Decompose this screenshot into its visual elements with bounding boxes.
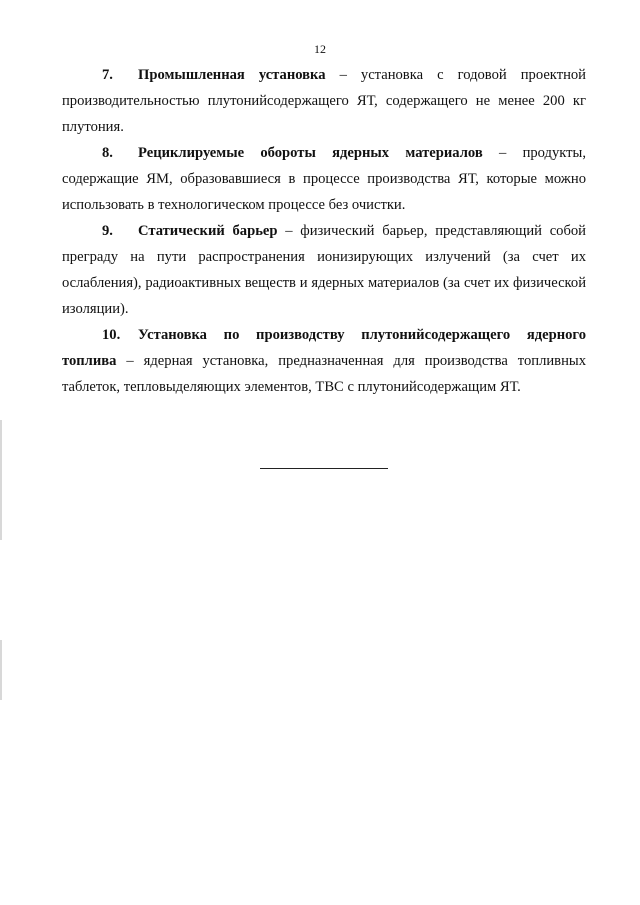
closing-separator-line [260, 468, 388, 469]
definition-number: 7. [102, 67, 113, 83]
definition-term: Установка по производству плутонийсодержащего ядерного топлива [62, 327, 586, 369]
definition-number: 10. [102, 327, 121, 343]
definition-term: Статический барьер [138, 223, 278, 239]
definition-number: 9. [102, 223, 113, 239]
definition-text: – установка с годовой проектной производительностью плутонийсодержащего ЯТ, содержащего не менее 200 кг плутония. [62, 67, 586, 135]
definition-term: Рециклируемые обороты ядерных материалов [138, 145, 483, 161]
page-number: 12 [314, 42, 326, 56]
definition-number: 8. [102, 145, 113, 161]
definition-text: – продукты, содержащие ЯМ, образовавшиеся в процессе производства ЯТ, которые можно использовать в технологическом процессе без очистки. [62, 145, 586, 213]
definition-item-8 [62, 140, 586, 218]
definition-term: Промышленная установка [138, 67, 326, 83]
definition-text: – физический барьер, представляющий собой преграду на пути распространения ионизирующих излучений (за счет их ослабления), радиоактивных веществ и ядерных материалов (за счет их физической изоляции). [62, 223, 586, 317]
scan-edge-mark [0, 640, 2, 700]
definition-item-10 [62, 322, 586, 400]
definitions-list [62, 62, 586, 400]
scan-edge-mark [0, 420, 2, 540]
definition-item-9 [62, 218, 586, 322]
definition-item-7 [62, 62, 586, 140]
definition-text: – ядерная установка, предназначенная для производства топливных таблеток, тепловыделяющих элементов, ТВС с плутонийсодержащим ЯТ. [62, 353, 586, 395]
